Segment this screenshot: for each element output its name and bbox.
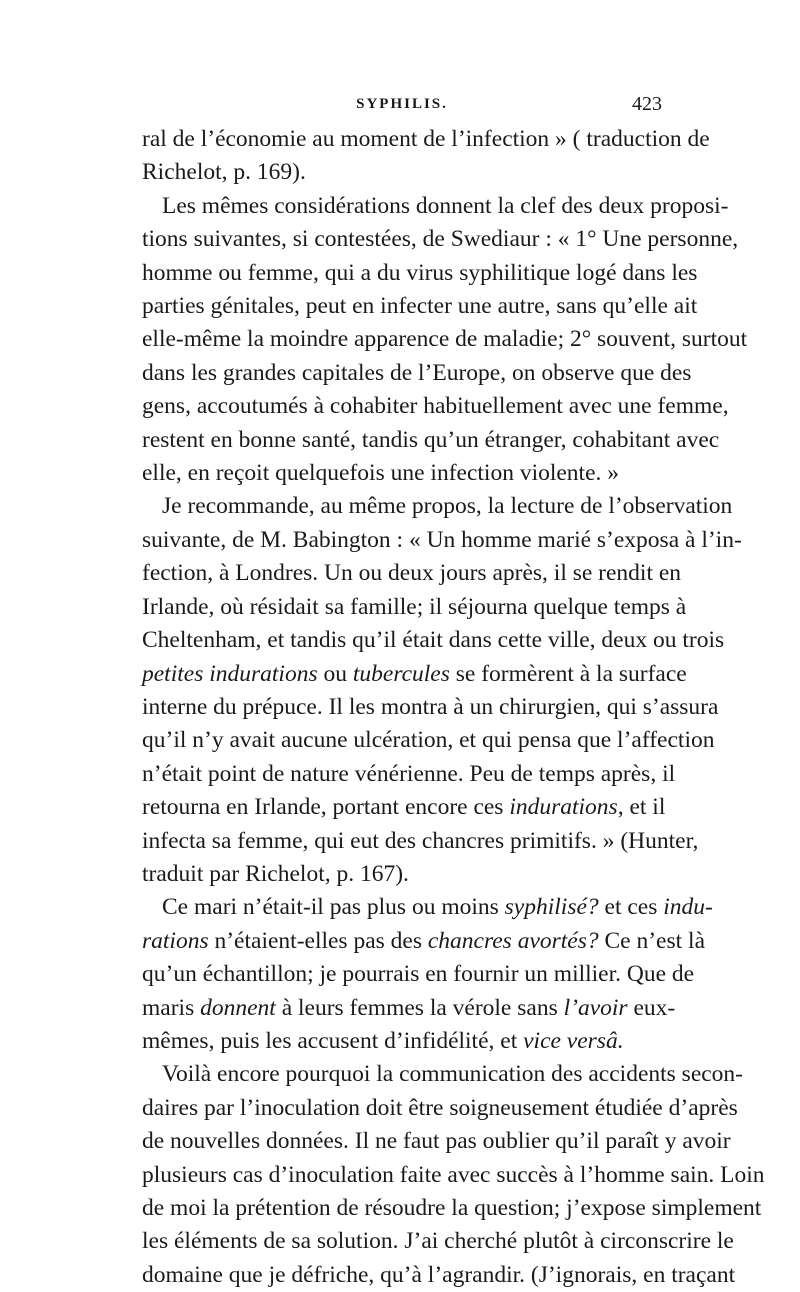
text-line: elle-même la moindre apparence de maladie; 2° souvent, surtout bbox=[142, 326, 748, 353]
italic-run: tubercules bbox=[352, 660, 450, 687]
page-header bbox=[142, 93, 662, 120]
text-run: mêmes, puis les accusent d’infidélité, et bbox=[142, 1027, 524, 1054]
italic-run: chancres avortés? bbox=[427, 927, 599, 954]
text-line: n’était point de nature vénérienne. Peu de temps après, il bbox=[142, 760, 676, 787]
text-line: elle, en reçoit quelquefois une infection violente. » bbox=[142, 460, 620, 487]
text-run: , et il bbox=[617, 794, 666, 821]
text-line bbox=[142, 1025, 662, 1058]
text-run: Ce mari n’était-il pas plus ou moins bbox=[162, 894, 505, 921]
text-run: ou bbox=[317, 660, 353, 687]
italic-run: petites indurations bbox=[142, 660, 318, 687]
italic-run: vice versâ. bbox=[523, 1027, 624, 1054]
text-line: homme ou femme, qui a du virus syphilitique logé dans les bbox=[142, 259, 698, 286]
italic-run: indu- bbox=[663, 894, 713, 921]
text-line: Richelot, p. 169). bbox=[142, 159, 306, 186]
page-number: 423 bbox=[632, 93, 662, 115]
text-run: Ce n’est là bbox=[598, 927, 705, 954]
text-line: Les mêmes considérations donnent la clef des deux proposi- bbox=[162, 192, 729, 219]
text-line: qu’il n’y avait aucune ulcération, et qui pensa que l’affection bbox=[142, 727, 715, 754]
text-line: Je recommande, au même propos, la lecture de l’observation bbox=[162, 493, 733, 520]
text-line: les éléments de sa solution. J’ai cherché plutôt à circonscrire le bbox=[142, 1228, 734, 1255]
text-run: maris bbox=[142, 994, 201, 1021]
text-line: Irlande, où résidait sa famille; il séjourna quelque temps à bbox=[142, 593, 687, 620]
text-run: eux- bbox=[627, 994, 676, 1021]
text-line: interne du prépuce. Il les montra à un chirurgien, qui s’assura bbox=[142, 693, 719, 720]
text-line: fection, à Londres. Un ou deux jours après, il se rendit en bbox=[142, 560, 682, 587]
text-line bbox=[142, 791, 666, 824]
text-line: restent en bonne santé, tandis qu’un étranger, cohabitant avec bbox=[142, 426, 720, 453]
text-line bbox=[142, 925, 705, 958]
text-line: traduit par Richelot, p. 167). bbox=[142, 860, 409, 887]
text-line: Voilà encore pourquoi la communication des accidents secon- bbox=[162, 1061, 744, 1088]
text-line: plusieurs cas d’inoculation faite avec succès à l’homme sain. Loin bbox=[142, 1161, 765, 1188]
text-line bbox=[142, 992, 676, 1025]
text-line: ral de l’économie au moment de l’infection » ( traduction de bbox=[142, 126, 710, 152]
text-line: infecta sa femme, qui eut des chancres primitifs. » (Hunter, bbox=[142, 827, 699, 854]
italic-run: indurations bbox=[509, 794, 618, 821]
running-title: SYPHILIS. bbox=[356, 96, 448, 112]
text-line: qu’un échantillon; je pourrais en fournir un millier. Que de bbox=[142, 961, 695, 988]
text-line: domaine que je défriche, qu’à l’agrandir. (J’ignorais, en traçant bbox=[142, 1261, 736, 1288]
text-line: gens, accoutumés à cohabiter habituellement avec une femme, bbox=[142, 393, 729, 420]
text-line bbox=[142, 658, 687, 691]
text-run: et ces bbox=[598, 894, 664, 921]
text-line: de nouvelles données. Il ne faut pas oublier qu’il paraît y avoir bbox=[142, 1128, 731, 1155]
text-line: de moi la prétention de résoudre la question; j’expose simplement bbox=[142, 1195, 762, 1221]
italic-run: syphilisé? bbox=[504, 894, 599, 921]
text-line: suivante, de M. Babington : « Un homme marié s’exposa à l’in- bbox=[142, 526, 742, 553]
text-line: parties génitales, peut en infecter une autre, sans qu’elle ait bbox=[142, 293, 698, 320]
body-text bbox=[142, 123, 765, 1292]
text-run: se formèrent à la surface bbox=[449, 660, 687, 687]
italic-run: l’avoir bbox=[563, 994, 628, 1021]
text-run: retourna en Irlande, portant encore ces bbox=[142, 794, 510, 821]
text-line bbox=[142, 891, 713, 924]
text-run: à leurs femmes la vérole sans bbox=[275, 994, 564, 1021]
text-line: Cheltenham, et tandis qu’il était dans cette ville, deux ou trois bbox=[142, 627, 725, 654]
text-line: dans les grandes capitales de l’Europe, on observe que des bbox=[142, 359, 692, 386]
italic-run: rations bbox=[142, 927, 209, 954]
italic-run: donnent bbox=[200, 994, 276, 1021]
text-line: daires par l’inoculation doit être soigneusement étudiée d’après bbox=[142, 1094, 738, 1121]
text-run: n’étaient-elles pas des bbox=[208, 927, 428, 954]
text-line: tions suivantes, si contestées, de Swediaur : « 1° Une personne, bbox=[142, 226, 739, 253]
